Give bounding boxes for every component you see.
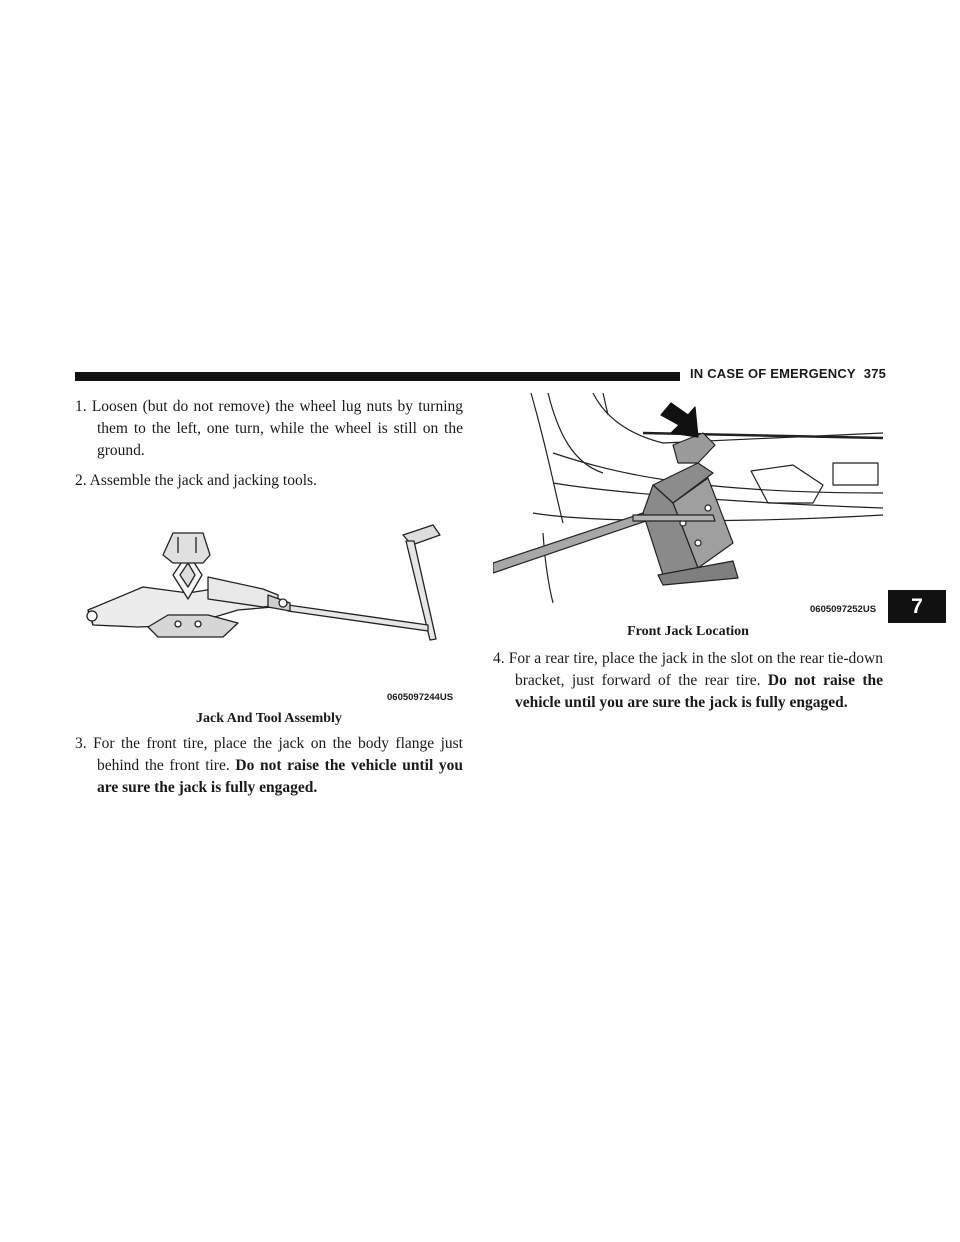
figure-code: 0605097244US	[387, 692, 454, 703]
page-number: 375	[863, 366, 887, 381]
step-warning: Do not raise the vehicle until you are sure the jack is fully engaged.	[515, 672, 883, 711]
right-column	[493, 648, 883, 714]
figure-caption: Front Jack Location	[627, 624, 749, 639]
left-column	[75, 396, 463, 492]
header-rule	[75, 372, 680, 381]
step-number: 3.	[75, 735, 87, 752]
step-1	[75, 396, 463, 462]
jack-tool-assembly-figure	[78, 515, 466, 701]
jack-illustration	[78, 515, 466, 701]
chapter-tab: 7	[888, 590, 946, 623]
step-3	[75, 733, 463, 799]
page-header	[690, 366, 890, 381]
figure-caption: Jack And Tool Assembly	[196, 711, 342, 726]
step-text: For a rear tire, place the jack in the slot on the rear tie-down bracket, just forward of the rear tire.	[508, 650, 884, 689]
step-4	[493, 648, 883, 714]
step-2	[75, 470, 463, 492]
step-text: Assemble the jack and jacking tools.	[89, 472, 317, 489]
front-jack-illustration	[493, 393, 883, 617]
step-number: 2.	[75, 472, 87, 489]
section-title: IN CASE OF EMERGENCY	[690, 366, 856, 381]
step-number: 4.	[493, 650, 505, 667]
step-number: 1.	[75, 398, 87, 415]
step-text: Loosen (but do not remove) the wheel lug nuts by turning them to the left, one turn, while the wheel is still on the ground.	[91, 398, 463, 459]
left-column-lower	[75, 733, 463, 799]
step-warning: Do not raise the vehicle until you are sure the jack is fully engaged.	[97, 757, 464, 796]
figure-code: 0605097252US	[810, 604, 877, 615]
step-text: For the front tire, place the jack on the body flange just behind the front tire.	[93, 735, 463, 774]
front-jack-location-figure	[493, 393, 883, 617]
